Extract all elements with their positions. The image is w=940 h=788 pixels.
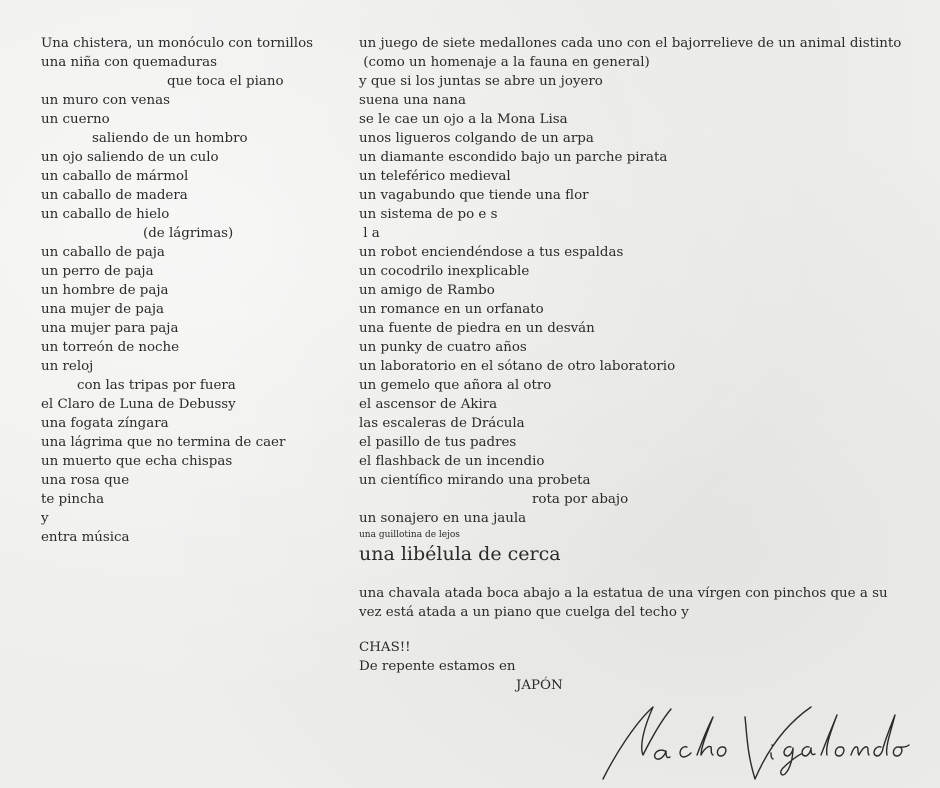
right-line: suena una nana xyxy=(359,93,466,108)
right-line: un gemelo que añora al otro xyxy=(359,378,552,393)
right-column-lines xyxy=(359,34,919,528)
left-line: y xyxy=(41,511,49,526)
left-line: saliendo de un hombro xyxy=(92,131,248,146)
right-line: el pasillo de tus padres xyxy=(359,435,517,450)
right-line: el ascensor de Akira xyxy=(359,397,498,412)
left-line: (de lágrimas) xyxy=(143,226,234,241)
right-line: las escaleras de Drácula xyxy=(359,416,525,431)
left-line: Una chistera, un monóculo con tornillos xyxy=(41,36,313,51)
right-line: un punky de cuatro años xyxy=(359,340,527,355)
left-line: una mujer para paja xyxy=(41,321,179,336)
right-line: un robot enciendéndose a tus espaldas xyxy=(359,245,624,260)
right-line: un teleférico medieval xyxy=(359,169,511,184)
left-line: una mujer de paja xyxy=(41,302,164,317)
right-line: un amigo de Rambo xyxy=(359,283,495,298)
left-line: un muerto que echa chispas xyxy=(41,454,233,469)
poem-left-column xyxy=(41,34,341,547)
left-line: entra música xyxy=(41,530,130,545)
right-line: y que si los juntas se abre un joyero xyxy=(359,74,603,89)
left-line: un caballo de hielo xyxy=(41,207,170,222)
left-line: un muro con venas xyxy=(41,93,170,108)
right-line: unos ligueros colgando de un arpa xyxy=(359,131,594,146)
right-line: un sistema de po e s xyxy=(359,207,498,222)
right-line: un cocodrilo inexplicable xyxy=(359,264,530,279)
left-line: una fogata zíngara xyxy=(41,416,169,431)
author-signature xyxy=(595,695,925,785)
left-line: un cuerno xyxy=(41,112,110,127)
right-line: l a xyxy=(359,226,380,241)
right-line: rota por abajo xyxy=(532,492,629,507)
left-line: un torreón de noche xyxy=(41,340,180,355)
left-line: una lágrima que no termina de caer xyxy=(41,435,286,450)
left-line: un caballo de madera xyxy=(41,188,188,203)
closing-line-1: CHAS!! xyxy=(359,640,411,655)
poem-right-column xyxy=(359,34,919,695)
closing-line-2: De repente estamos en xyxy=(359,659,516,674)
closing-line-3: JAPÓN xyxy=(516,678,563,693)
right-line: una fuente de piedra en un desván xyxy=(359,321,595,336)
left-line: una niña con quemaduras xyxy=(41,55,217,70)
left-line: un hombre de paja xyxy=(41,283,169,298)
right-line: un sonajero en una jaula xyxy=(359,511,527,526)
right-line: el flashback de un incendio xyxy=(359,454,545,469)
left-line: un caballo de mármol xyxy=(41,169,189,184)
right-line: un juego de siete medallones cada uno con el bajorrelieve de un animal distinto xyxy=(359,36,902,51)
big-line: una libélula de cerca xyxy=(359,543,561,565)
left-line: una rosa que xyxy=(41,473,130,488)
small-line: una guillotina de lejos xyxy=(359,530,460,540)
left-line: con las tripas por fuera xyxy=(77,378,236,393)
right-line: un laboratorio en el sótano de otro laboratorio xyxy=(359,359,676,374)
right-line: un vagabundo que tiende una flor xyxy=(359,188,589,203)
left-line: un ojo saliendo de un culo xyxy=(41,150,219,165)
left-line: que toca el piano xyxy=(167,74,284,89)
right-line: un científico mirando una probeta xyxy=(359,473,591,488)
right-line: (como un homenaje a la fauna en general) xyxy=(359,55,650,70)
left-line: un caballo de paja xyxy=(41,245,165,260)
left-line: un reloj xyxy=(41,359,94,374)
left-line: el Claro de Luna de Debussy xyxy=(41,397,236,412)
right-line: se le cae un ojo a la Mona Lisa xyxy=(359,112,568,127)
left-line: un perro de paja xyxy=(41,264,154,279)
left-line: te pincha xyxy=(41,492,105,507)
right-line: un diamante escondido bajo un parche pirata xyxy=(359,150,668,165)
right-line: un romance en un orfanato xyxy=(359,302,544,317)
stanza-gap xyxy=(359,622,919,638)
poem-paragraph: una chavala atada boca abajo a la estatua de una vírgen con pinchos que a su vez está atada a un piano que cuelga del techo y xyxy=(359,586,888,620)
